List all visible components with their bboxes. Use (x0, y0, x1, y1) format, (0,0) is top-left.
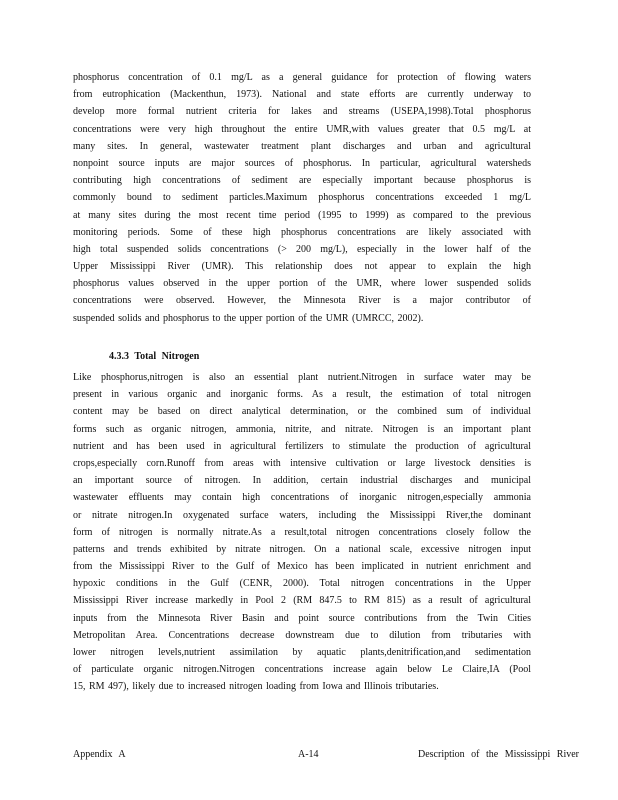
paragraph-total-nitrogen (73, 369, 531, 696)
text-line: phosphorus concentration of 0.1 mg/L as a general guidance for protection of flowing waters (73, 72, 531, 83)
text-line: concentrations were very high throughout the entire UMR,with values greater that 0.5 mg/L at (73, 123, 531, 135)
text-line: concentrations were observed. However, the Minnesota River is a major contributor of (73, 295, 531, 307)
text-line: nutrient and has been used in agricultural fertilizers to stimulate the production of agricultural (73, 440, 531, 452)
footer-section-title: Description of the Mississippi River (418, 749, 579, 760)
text-line: Upper Mississippi River (UMR). This relationship does not appear to explain the high (73, 261, 531, 273)
text-line: form of nitrogen is normally nitrate.As a result,total nitrogen concentrations closely follow the (73, 526, 531, 538)
text-line: from the Mississippi River to the Gulf of Mexico has been implicated in nutrient enrichment and (73, 561, 531, 573)
text-line: monitoring periods. Some of these high phosphorus concentrations are likely associated with (73, 226, 531, 238)
text-line: Like phosphorus,nitrogen is also an essential plant nutrient.Nitrogen in surface water may be (73, 372, 531, 383)
text-line: Mississippi River increase markedly in Pool 2 (RM 847.5 to RM 815) as a result of agricultural (73, 595, 531, 607)
text-line: high total suspended solids concentrations (> 200 mg/L), especially in the lower half of the (73, 243, 531, 255)
text-line: commonly bound to sediment particles.Maximum phosphorus concentrations exceeded 1 mg/L (73, 192, 531, 204)
text-line: suspended solids and phosphorus to the upper portion of the UMR (UMRCC, 2002). (73, 312, 424, 324)
text-line: crops,especially corn.Runoff from areas with intensive cultivation or large livestock densities is (73, 457, 531, 469)
text-line: from eutrophication (Mackenthun, 1973). National and state efforts are currently underway to (73, 89, 531, 101)
text-line: forms such as organic nitrogen, ammonia, nitrite, and nitrate. Nitrogen is an important plant (73, 423, 531, 435)
text-line: or nitrate nitrogen.In oxygenated surface waters, including the Mississippi River,the dominant (73, 509, 531, 521)
text-line: contributing high concentrations of sediment are especially important because phosphorus is (73, 175, 531, 187)
text-line: inputs from the Minnesota River Basin and point source contributions from the Twin Cities (73, 612, 531, 624)
section-heading: 4.3.3 Total Nitrogen (109, 351, 200, 362)
footer-appendix-label: Appendix A (73, 749, 126, 760)
text-line: nonpoint source inputs are major sources of phosphorus. In particular, agricultural watersheds (73, 157, 531, 169)
text-line: wastewater effluents may contain high concentrations of inorganic nitrogen,especially ammonia (73, 492, 531, 504)
text-line: of particulate organic nitrogen.Nitrogen concentrations increase again below Le Claire,IA (Pool (73, 664, 531, 676)
text-line: patterns and trends exhibited by nitrate nitrogen. On a national scale, excessive nitrogen input (73, 543, 531, 555)
paragraph-phosphorus (73, 69, 531, 327)
text-line: present in various organic and inorganic forms. As a result, the estimation of total nitrogen (73, 389, 531, 401)
text-line: hypoxic conditions in the Gulf (CENR, 2000). Total nitrogen concentrations in the Upper (73, 578, 531, 590)
text-line: an important source of nitrogen. In addition, certain industrial discharges and municipal (73, 475, 531, 487)
footer-page-number: A-14 (298, 749, 319, 760)
text-line: at many sites during the most recent time period (1995 to 1999) as compared to the previous (73, 209, 531, 221)
text-line: 15, RM 497), likely due to increased nitrogen loading from Iowa and Illinois tributaries. (73, 681, 439, 693)
text-line: phosphorus values observed in the upper portion of the UMR, where lower suspended solids (73, 278, 531, 290)
text-line: many sites. In general, wastewater treatment plant discharges and urban and agricultural (73, 140, 531, 152)
text-line: Metropolitan Area. Concentrations decrease downstream due to dilution from tributaries with (73, 629, 531, 641)
text-line: develop more formal nutrient criteria for lakes and streams (USEPA,1998).Total phosphorus (73, 106, 531, 118)
text-line: lower nitrogen levels,nutrient assimilation by aquatic plants,denitrification,and sedimentation (73, 647, 531, 658)
text-line: content may be based on direct analytical determination, or the combined sum of individual (73, 406, 531, 418)
